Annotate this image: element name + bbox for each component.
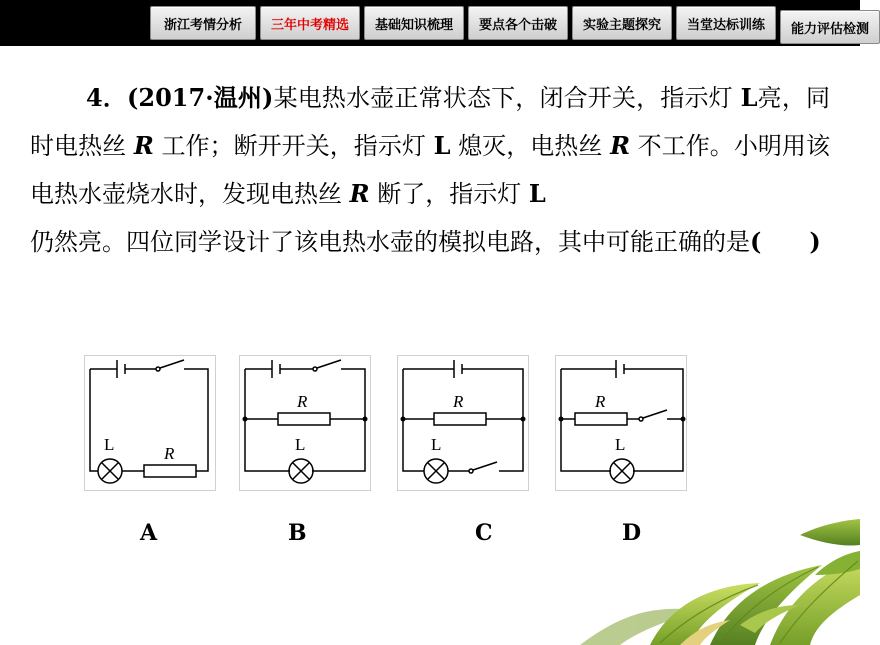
resistor-label: R: [164, 444, 175, 463]
resistor-label: R: [297, 392, 308, 411]
circuit-diagram-d: [555, 355, 687, 491]
question-seg: 工作；断开开关，指示灯: [153, 132, 434, 160]
option-d-label: D: [622, 520, 642, 546]
leaf-decoration: [560, 505, 860, 645]
tab-list: [150, 6, 880, 44]
tab-key-points[interactable]: 要点各个击破: [468, 6, 568, 40]
tab-basic-knowledge[interactable]: 基础知识梳理: [364, 6, 464, 40]
var-R: R: [610, 131, 631, 160]
tab-ability-assessment[interactable]: 能力评估检测: [780, 10, 880, 44]
var-L: L: [740, 83, 758, 112]
question-number: 4．: [86, 83, 128, 112]
lamp-label: L: [431, 435, 442, 454]
question-seg: 不工作。小明用该电热水壶烧水时，发现电热丝: [30, 132, 830, 208]
var-R: R: [349, 179, 370, 208]
tab-exam-analysis[interactable]: 浙江考情分析: [150, 6, 256, 40]
var-L: L: [528, 179, 546, 208]
question-seg: 断了，指示灯: [369, 180, 529, 208]
option-c-label: C: [475, 520, 493, 546]
option-b-label: B: [288, 520, 307, 546]
question-seg: 仍然亮。四位同学设计了该电热水壶的模拟电路，其中可能正确的是: [30, 228, 750, 256]
lamp-label: L: [104, 435, 115, 454]
var-R: R: [133, 131, 154, 160]
tab-three-year-selection[interactable]: 三年中考精选: [260, 6, 360, 40]
lamp-label: L: [295, 435, 306, 454]
top-navigation-bar: [0, 0, 869, 46]
circuit-diagram-b: [239, 355, 371, 491]
question-seg: 熄灭，电热丝: [450, 132, 611, 160]
question-seg: 某电热水壶正常状态下，闭合开关，指示灯: [273, 84, 741, 112]
tab-experiment-inquiry[interactable]: 实验主题探究: [572, 6, 672, 40]
resistor-label: R: [453, 392, 464, 411]
question-source: (2017·温州): [127, 83, 274, 112]
answer-blank: ( ): [750, 227, 821, 256]
question-text: [30, 74, 830, 266]
circuit-diagram-a: [84, 355, 216, 491]
resistor-label: R: [595, 392, 606, 411]
option-a-label: A: [140, 520, 158, 546]
circuit-diagram-c: [397, 355, 529, 491]
var-L: L: [433, 131, 451, 160]
tab-class-training[interactable]: 当堂达标训练: [676, 6, 776, 40]
question-seg: 亮，同时电热丝: [30, 84, 830, 160]
lamp-label: L: [615, 435, 626, 454]
